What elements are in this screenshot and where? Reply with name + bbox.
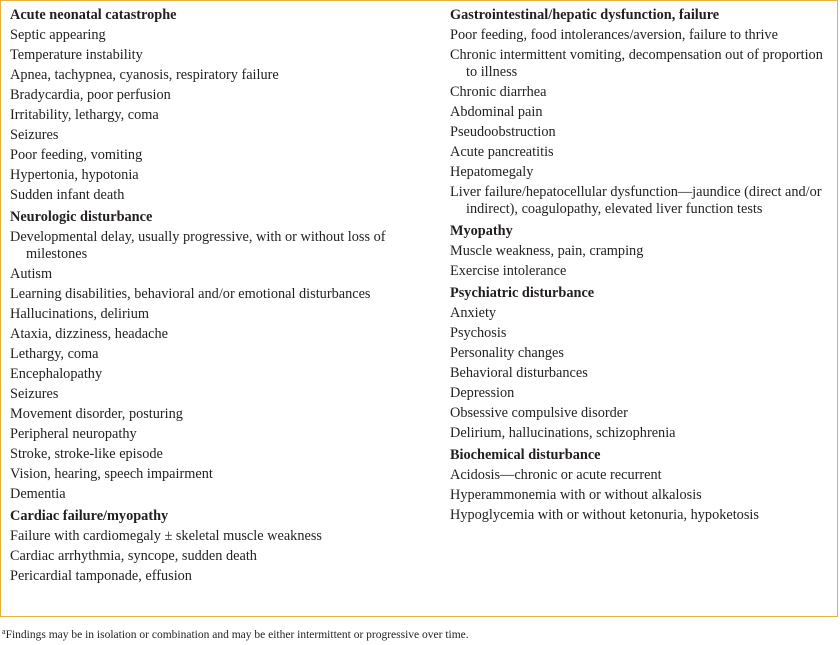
finding-item: Autism — [10, 266, 53, 282]
category-heading: Cardiac failure/myopathy — [10, 508, 169, 524]
category-section — [450, 7, 835, 218]
finding-item: Sudden infant death — [10, 187, 125, 203]
finding-item: Lethargy, coma — [10, 346, 99, 362]
finding-item: Psychosis — [450, 325, 507, 341]
footnote-text: Findings may be in isolation or combination and may be either intermittent or progressive over time. — [5, 629, 469, 641]
finding-item: Hallucinations, delirium — [10, 306, 149, 322]
finding-item: Pseudoobstruction — [450, 124, 556, 140]
finding-item: Encephalopathy — [10, 366, 103, 382]
finding-item: Personality changes — [450, 345, 564, 361]
category-heading: Myopathy — [450, 223, 513, 239]
finding-item: Seizures — [10, 386, 59, 402]
category-heading: Psychiatric disturbance — [450, 285, 595, 301]
category-section — [450, 223, 835, 280]
finding-item: Chronic diarrhea — [450, 84, 547, 100]
right-column — [450, 7, 835, 527]
finding-item: Behavioral disturbances — [450, 365, 588, 381]
finding-item: Hypoglycemia with or without ketonuria, hypoketosis — [450, 507, 759, 523]
finding-item: Acute pancreatitis — [450, 144, 554, 160]
table-footnote — [2, 628, 469, 642]
category-section — [450, 447, 835, 524]
finding-item: Seizures — [10, 127, 59, 143]
category-heading: Gastrointestinal/hepatic dysfunction, failure — [450, 7, 720, 23]
finding-item: Apnea, tachypnea, cyanosis, respiratory failure — [10, 67, 279, 83]
finding-item: Peripheral neuropathy — [10, 426, 137, 442]
finding-item: Hypertonia, hypotonia — [10, 167, 139, 183]
category-heading: Biochemical disturbance — [450, 447, 601, 463]
finding-item: Dementia — [10, 486, 66, 502]
finding-item: Vision, hearing, speech impairment — [10, 466, 213, 482]
finding-item: Liver failure/hepatocellular dysfunction—jaundice (direct and/or indirect), coagulopathy, elevated liver function tests — [450, 184, 822, 217]
category-heading: Neurologic disturbance — [10, 209, 153, 225]
finding-item: Poor feeding, food intolerances/aversion, failure to thrive — [450, 27, 778, 43]
finding-item: Delirium, hallucinations, schizophrenia — [450, 425, 676, 441]
finding-item: Failure with cardiomegaly ± skeletal muscle weakness — [10, 528, 322, 544]
category-heading: Acute neonatal catastrophe — [10, 7, 177, 23]
finding-item: Abdominal pain — [450, 104, 543, 120]
finding-item: Ataxia, dizziness, headache — [10, 326, 168, 342]
finding-item: Movement disorder, posturing — [10, 406, 183, 422]
category-section — [10, 209, 430, 503]
finding-item: Stroke, stroke-like episode — [10, 446, 163, 462]
finding-item: Depression — [450, 385, 515, 401]
finding-item: Hepatomegaly — [450, 164, 534, 180]
finding-item: Muscle weakness, pain, cramping — [450, 243, 644, 259]
finding-item: Septic appearing — [10, 27, 106, 43]
category-section — [10, 7, 430, 204]
finding-item: Developmental delay, usually progressive, with or without loss of milestones — [10, 229, 386, 262]
finding-item: Anxiety — [450, 305, 497, 321]
finding-item: Exercise intolerance — [450, 263, 567, 279]
finding-item: Poor feeding, vomiting — [10, 147, 143, 163]
finding-item: Pericardial tamponade, effusion — [10, 568, 192, 584]
finding-item: Temperature instability — [10, 47, 143, 63]
category-section — [450, 285, 835, 442]
finding-item: Acidosis—chronic or acute recurrent — [450, 467, 662, 483]
footnote-marker: a — [2, 627, 6, 636]
finding-item: Chronic intermittent vomiting, decompensation out of proportion to illness — [450, 47, 823, 80]
finding-item: Bradycardia, poor perfusion — [10, 87, 171, 103]
left-column — [10, 7, 430, 588]
finding-item: Hyperammonemia with or without alkalosis — [450, 487, 702, 503]
category-section — [10, 508, 430, 585]
finding-item: Irritability, lethargy, coma — [10, 107, 159, 123]
finding-item: Cardiac arrhythmia, syncope, sudden death — [10, 548, 257, 564]
finding-item: Obsessive compulsive disorder — [450, 405, 628, 421]
finding-item: Learning disabilities, behavioral and/or emotional disturbances — [10, 286, 371, 302]
